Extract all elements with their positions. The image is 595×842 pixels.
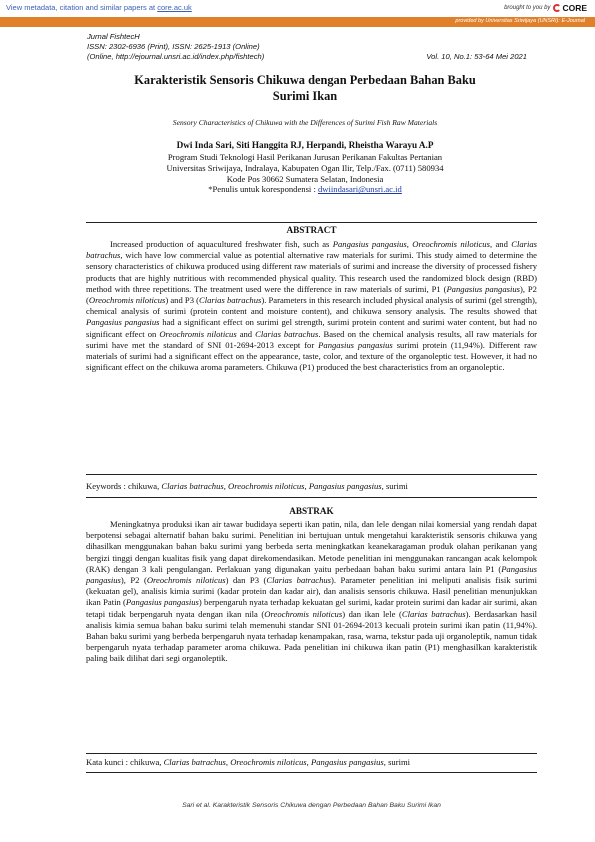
abstract-text: and xyxy=(236,328,256,339)
metadata-text: View metadata, citation and similar papers at xyxy=(6,3,158,12)
keyword-separator: , xyxy=(223,481,229,491)
abstrak-text: ), P2 ( xyxy=(120,575,147,586)
abstrak-text: ). Berdasarkan hasil analisis kimia semua bahan baku surimi telah memenuhi standar SNI 01-2694-2013 kecuali protein surimi ikan patin (11,94%). Bahan baku surimi yang berbeda berpengaruh nyata terhadap kenampakan, rasa, warna, tekstur pada uji organoleptik, namun tidak berpengaruh nyata terhadap parameter aroma chikuwa. Pada penelitian ini chikuwa ikan patin (P1) menghasilkan karakteristik paling baik dilihat dari segi organoleptik. xyxy=(86,608,537,664)
core-logo xyxy=(553,3,587,13)
abstrak-text: ) berpengaruh nyata terhadap kekuatan gel surimi, kadar protein surimi dan kadar air surimi, akan tetapi tidak berpengaruh nyata dengan ikan nila ( xyxy=(86,597,537,619)
species-name: Oreochromis niloticus xyxy=(159,328,237,339)
abstract-text: ) and P3 ( xyxy=(165,295,200,306)
journal-volume: Vol. 10, No.1: 53-64 Mei 2021 xyxy=(426,52,527,61)
paper-authors: Dwi Inda Sari, Siti Hanggita RJ, Herpandi, Rheistha Warayu A.P xyxy=(176,140,434,150)
keyword: Pangasius pangasius xyxy=(308,481,382,491)
keywords xyxy=(86,481,537,491)
species-name: Pangasius pangasius xyxy=(318,339,393,350)
species-name: Oreochromis niloticus xyxy=(146,575,226,586)
species-name: Pangasius pangasius xyxy=(446,283,520,294)
species-name: Pangasius pangasius xyxy=(86,563,537,586)
keyword: , surimi xyxy=(381,481,408,491)
paper-subtitle: Sensory Characteristics of Chikuwa with the Differences of Surimi Fish Raw Materials xyxy=(172,118,438,127)
divider xyxy=(86,753,537,754)
abstrak-text: ). Parameter penelitian ini meliputi analisis fisik surimi (kekuatan gel), analisis kimia surimi (kadar protein dan kadar air), dan analisis sensoris chikuwa. Hasil penelitian menunjukkan ikan Patin ( xyxy=(86,575,537,608)
abstract-text: Increased production of aquacultured freshwater fish, such as xyxy=(110,239,333,249)
corresponding-prefix: *Penulis untuk korespondensi : xyxy=(208,184,318,195)
abstrak-text: Meningkatnya produksi ikan air tawar budidaya seperti ikan patin, nila, dan lele dengan nilai komersial yang rendah dapat berpotensi sebagai alternatif bahan baku surimi. Penelitian ini bertujuan untuk mengetahui karakteristik sensoris chikuwa yang dihasilkan menggunakan bahan baku surimi yang berbeda serta meningkatkan keanekaragaman produk olahan perikanan yang bergizi tinggi dengan kualitas fisik yang dapat direkomendasikan. Metode penelitian ini menggunakan rancangan acak kelompok (RAK) dengan 3 kali pengulangan. Perlakuan yang digunakan yaitu perbedaan bahan baku surimi antara lain P1 ( xyxy=(86,519,537,574)
affiliation-line2: Universitas Sriwijaya, Indralaya, Kabupaten Ogan Ilir, Telp./Fax. (0711) 580934 xyxy=(166,162,444,173)
affiliation-line1: Program Studi Teknologi Hasil Perikanan Jurusan Perikanan Fakultas Pertanian xyxy=(167,152,443,162)
provided-by-text: provided by Universitas Sriwijaya (UNSRI): E-Journal xyxy=(455,18,585,24)
species-name: Clarias batrachus xyxy=(86,239,538,261)
keyword: Clarias batrachus xyxy=(163,757,226,767)
abstract-heading: ABSTRACT xyxy=(286,225,337,235)
journal-issn: ISSN: 2302-6936 (Print), ISSN: 2625-1913 (Online) xyxy=(87,42,260,51)
divider xyxy=(86,222,537,223)
keyword: Pangasius pangasius xyxy=(310,757,384,767)
brought-by-text: brought to you by xyxy=(504,5,551,11)
abstract-text: . Based on the chemical analysis results, all raw materials for surimi have met the standard of SNI 01-2694-2013 except for xyxy=(86,328,537,350)
abstract-body xyxy=(86,239,537,373)
affiliation xyxy=(90,152,520,195)
divider xyxy=(86,497,537,498)
corresponding-author xyxy=(90,184,520,195)
abstrak-text: ) dan P3 ( xyxy=(225,575,267,586)
species-name: Pangasius pangasius xyxy=(125,597,199,608)
abstract-text: had a significant effect on surimi gel strength, surimi protein content and surimi water content, but had no significant effect on xyxy=(86,317,537,339)
species-name: Pangasius pangasius xyxy=(86,317,160,328)
keywords-label: Keywords : chikuwa, xyxy=(86,481,162,491)
species-name: Clarias batrachus xyxy=(199,295,262,306)
species-name: Clarias batrachus xyxy=(255,328,319,339)
journal-url-row xyxy=(87,52,527,62)
paper-title-line2: Surimi Ikan xyxy=(272,89,338,103)
species-name: Oreochromis niloticus xyxy=(88,295,166,306)
paper-title-line1: Karakteristik Sensoris Chikuwa dengan Perbedaan Bahan Baku xyxy=(134,73,476,87)
keyword: Clarias batrachus xyxy=(161,481,224,491)
divider xyxy=(86,474,537,475)
abstrak-body xyxy=(86,519,537,665)
core-logo-icon xyxy=(553,4,561,12)
abstract-text: , wich have low commercial value as potential alternative raw materials for surimi. This study aimed to determine the sensory characteristics of chikuwa produced using different raw materials of surimi and increase the diversity of processed fishery products that are highly nutritious with recommended physical quality. This research used the randomized block design (RBD) method with three repetitions. The treatment used were the difference in raw materials of surimi, P1 ( xyxy=(86,250,537,294)
journal-url: (Online, http://ejournal.unsri.ac.id/index.php/fishtech) xyxy=(87,52,265,61)
affiliation-line3: Kode Pos 30662 Sumatera Selatan, Indonesia xyxy=(226,173,384,184)
corresponding-email[interactable]: dwiindasari@unsri.ac.id xyxy=(318,184,402,195)
keyword: , surimi xyxy=(383,757,411,767)
metadata-notice xyxy=(6,3,192,12)
kata-kunci xyxy=(86,757,537,767)
page-footer: Sari et al. Karakteristik Sensoris Chikuwa dengan Perbedaan Bahan Baku Surimi Ikan xyxy=(182,802,441,809)
abstrak-text: ) dan ikan lele ( xyxy=(342,608,402,619)
species-name: Oreochromis niloticus xyxy=(412,239,490,249)
core-logo-label: CORE xyxy=(562,3,587,13)
keyword: Oreochromis niloticus xyxy=(228,481,305,491)
keyword-separator: , xyxy=(225,757,231,767)
core-banner xyxy=(0,0,595,27)
keyword-separator: , xyxy=(306,757,311,767)
core-brand[interactable] xyxy=(504,3,587,13)
abstract-text: ), P2 ( xyxy=(86,283,537,306)
core-banner-main xyxy=(0,0,595,17)
abstract-text: ). Parameters in this research included physical analysis of surimi (gel strength), chemical analysis of surimi (protein content and moisture content), and chikuwa sensory analysis. The results showed that xyxy=(86,295,538,317)
abstract-text: , and xyxy=(489,239,512,249)
keyword: Oreochromis niloticus xyxy=(230,757,307,767)
journal-name: Jurnal FishtecH xyxy=(87,32,140,41)
kata-kunci-label: Kata kunci : chikuwa, xyxy=(86,757,164,767)
species-name: Clarias batrachus xyxy=(401,608,466,619)
provided-by-bar xyxy=(0,17,595,27)
paper-title xyxy=(90,72,520,104)
abstrak-heading: ABSTRAK xyxy=(289,506,334,516)
core-link[interactable]: core.ac.uk xyxy=(157,3,192,12)
journal-header xyxy=(87,32,527,62)
species-name: Clarias batrachus xyxy=(266,575,332,586)
species-name: Oreochromis niloticus xyxy=(264,608,343,619)
divider xyxy=(86,772,537,773)
species-name: Pangasius pangasius xyxy=(332,239,407,249)
abstract-text: , xyxy=(406,239,413,249)
abstract-text: surimi protein (11,94%). Different raw materials of surimi had a significant effect on the appearance, taste, color, and texture of the organoleptic test. However, it had no significant effect on the chikuwa aroma parameters. Chikuwa (P1) produced the best characteristics from an organoleptic. xyxy=(86,339,537,373)
keyword-separator: , xyxy=(304,481,309,491)
